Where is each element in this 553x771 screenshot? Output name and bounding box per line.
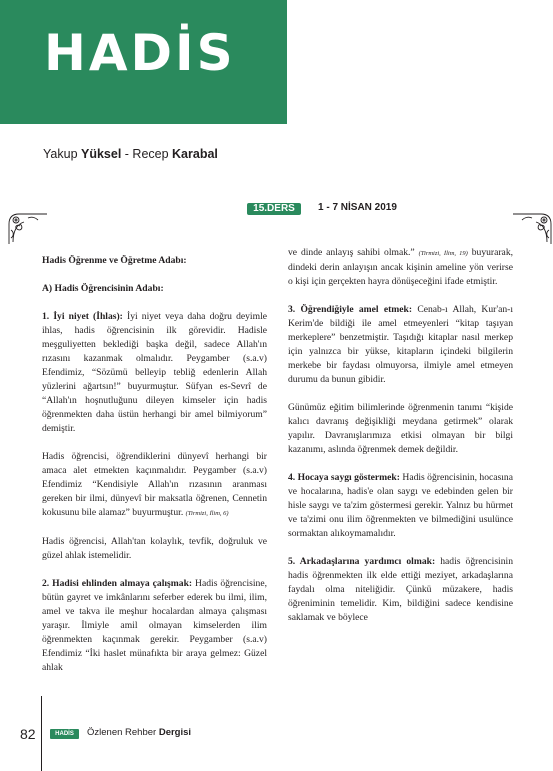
right-column: [288, 246, 513, 639]
citation: (Tirmizi, İlim, 6): [185, 510, 229, 517]
paragraph: Günümüz eğitim bilimlerinde öğrenmenin tanımı “kişide kalıcı davranış değişikliği meydana getirmek” olarak yapılır. Davranışlarımıza etkisi olmayan bir bilgi kazanımı, aslında öğrenmek demek değildir.: [288, 402, 513, 455]
author2-last: Karabal: [172, 147, 218, 161]
paragraph-text: İyi niyet veya daha doğru deyimle ihlas, hadis öğrencisinin ilk görevidir. Hadisle meşguliyetten beklediği başka değil, sadece Allah'ın rızasını kazanmak olmalıdır. Peygamber (s.a.v) Efendimiz, “Sözümü belleyip tebliğ edenlerin Allah yüzlerini ağartsın!” buyurmuştur. Süfyan es-Sevrî de “Allah'ın hoşnutluğunu dileyen kimseler için hadis öğrenmekten daha üstün herhangi bir amel bilmiyorum” demiştir.: [42, 311, 267, 434]
corner-ornament-icon: [8, 212, 48, 246]
paragraph-text: Hadis öğrencisine, bütün gayret ve imkânlarını seferber ederek bu ilmi, ilim, amel ve takva ile meşhur hocalardan almaya çalışması yaraşır. İlmiyle amil olmayan kimselerden ilim öğrenmekten kaçınmak gerekir. Peygamber (s.a.v) Efendimiz “İki haslet münafıkta bir araya gelmez: Güzel ahlak: [42, 578, 267, 673]
magazine-name-bold: Dergisi: [158, 727, 192, 738]
paragraph-text: Hadis öğrencisi, öğrendiklerini dünyevî herhangi bir amaca alet etmekten kaçınmalıdır. Peygamber (s.a.v) Efendimiz “Kendisiyle Allah'ın rızasının aranması gereken bir ilmi, dünyevî bir maksatla öğrenen, Cennetin kokusunu bile alamaz” buyurmuştur.: [42, 451, 267, 518]
paragraph-lead: 2. Hadisi ehlinden almaya çalışmak:: [42, 578, 193, 589]
byline-separator: -: [121, 147, 133, 161]
paragraph-text: Cenab-ı Allah, Kur'an-ı Kerim'de bildiği ile amel etmeyenleri “kitap taşıyan merkeplere” benzetmiştir. Taşıdığı kitaplar nasıl merkep için yalnızca bir yükse, kitapların içindeki bilgilerin merkebe bir faydası olmuyorsa, ilmiyle amel etmeyen durumu da bunun gibidir.: [288, 304, 513, 385]
paragraph: [288, 303, 513, 387]
lesson-date: 1 - 7 NİSAN 2019: [318, 202, 397, 213]
article-heading: Hadis Öğrenme ve Öğretme Adabı:: [42, 255, 187, 266]
paragraph: [288, 555, 513, 625]
lesson-badge: 15.DERS: [247, 203, 301, 215]
citation: (Tirmizi, İlim, 19): [418, 250, 468, 257]
paragraph: [42, 450, 267, 521]
paragraph-lead: 5. Arkadaşlarına yardımcı olmak:: [288, 556, 436, 567]
corner-ornament-icon: [512, 212, 552, 246]
paragraph-text: ve dinde anlayış sahibi olmak.”: [288, 247, 419, 258]
left-column: [42, 254, 267, 689]
paragraph: [288, 246, 513, 289]
title-banner: [0, 0, 287, 124]
page-number: 82: [20, 726, 36, 742]
author1-first: Yakup: [43, 147, 81, 161]
author1-last: Yüksel: [81, 147, 122, 161]
paragraph-text: buyurarak, dindeki derin anlayışın ancak kişinin ameline yön verirse o kişi için gerçekten hayra dönüşeceğini ifade etmiştir.: [288, 247, 514, 287]
paragraph: [42, 310, 267, 436]
paragraph-text: hadis öğrencisinin hadis öğrenmekten ilk elde ettiği meziyet, arkadaşlarına faydalı olma niteliğidir. Çünkü müzakere, hadis öğreniminin temelidir. Kim, bildiğini sadece kendisine saklamak ve böylece: [288, 556, 513, 623]
magazine-name-regular: Özlenen Rehber: [87, 727, 159, 738]
magazine-name: [87, 727, 191, 738]
paragraph-lead: 4. Hocaya saygı göstermek:: [288, 472, 400, 483]
paragraph: [42, 577, 267, 675]
paragraph-lead: 1. İyi niyet (İhlas):: [42, 311, 123, 322]
byline: [43, 147, 218, 161]
author2-first: Recep: [132, 147, 173, 161]
paragraph: Hadis öğrencisi, Allah'tan kolaylık, tevfik, doğruluk ve güzel ahlak istemelidir.: [42, 536, 267, 561]
article-subheading: A) Hadis Öğrencisinin Adabı:: [42, 283, 164, 294]
section-title: HADİS: [44, 24, 236, 82]
footer-badge: HADİS: [50, 729, 79, 739]
paragraph: [288, 471, 513, 541]
paragraph-lead: 3. Öğrendiğiyle amel etmek:: [288, 304, 413, 315]
paragraph-text: Hadis öğrencisinin, hocasına ve hocalarına, hadis'e olan saygı ve edebinden gelen bir hisle saygı ve ta'zim göstermesi gerekir. Yalnız bu hürmet ve ta'zimi onu ilim öğrenmekten ve bilmediğini usulünce sormaktan alıkoymamalıdır.: [288, 472, 513, 539]
footer-divider: [41, 696, 42, 771]
